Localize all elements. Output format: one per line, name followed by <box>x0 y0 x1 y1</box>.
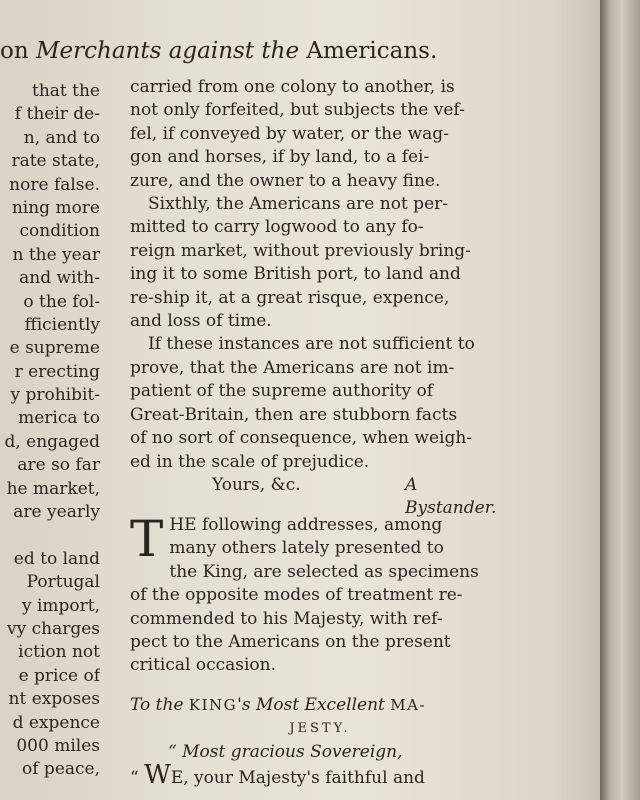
left-line: 000 miles <box>16 735 100 756</box>
left-line: iction not <box>18 642 100 663</box>
left-line: condition <box>19 221 100 242</box>
signature-closing: Yours, &c. <box>212 474 301 495</box>
left-column <box>0 80 100 782</box>
running-head: on Merchants against the Americans. <box>0 38 438 64</box>
left-line: are so far <box>17 455 100 476</box>
drop-cap: T <box>130 509 164 568</box>
left-line: d expence <box>12 712 100 733</box>
left-line: o the fol- <box>23 291 100 312</box>
paragraph-logwood: Sixthly, the Americans are not per- mitted to carry logwood to any fo- reign market, without previously bring- ing it to some British port, to land and re-ship it, at a great risque, expence, and loss of time. <box>130 194 471 332</box>
left-line: d, engaged <box>4 431 100 452</box>
left-line: that the <box>32 81 100 101</box>
left-line: of peace, <box>22 759 100 780</box>
signature-name: A Bystander. <box>405 474 497 519</box>
left-line: e supreme <box>9 338 100 359</box>
right-column <box>130 76 510 790</box>
left-line: vy charges <box>6 618 100 639</box>
left-line: n the year <box>12 244 100 265</box>
left-line: merica to <box>18 408 100 429</box>
left-line: r erecting <box>14 361 100 382</box>
left-line: n, and to <box>23 127 100 148</box>
left-line: ning more <box>11 197 100 218</box>
left-line: y import, <box>21 595 100 616</box>
left-line: rate state, <box>11 151 100 172</box>
book-gutter <box>600 0 640 800</box>
paragraph-conclusion: If these instances are not sufficient to prove, that the Americans are not im- patient of the supreme authority of Great-Britain, then are stubborn facts of no sort of consequence, when weigh- ed in the scale of prejudice. <box>130 334 475 472</box>
left-line: nt exposes <box>8 689 100 710</box>
address-opening-line: “ WE, your Majesty's faithful and <box>130 759 425 790</box>
left-line: he market, <box>6 478 100 499</box>
salutation: “ Most gracious Sovereign, <box>168 741 403 762</box>
paragraph-colony-goods: carried from one colony to another, is not only forfeited, but subjects the vef- fel, if conveyed by water, or the wag- gon and horses, if by land, to a fei- zure, and the owner to a heavy fine. <box>130 77 465 191</box>
left-line: fficiently <box>24 314 100 335</box>
paragraph-addresses: T HE following addresses, among many others lately presented to the King, are selected as specimens of the opposite modes of treatment re- commended to his Majesty, with ref- pect to the Americans on the present critical occasion. <box>130 509 479 676</box>
left-line: f their de- <box>14 104 100 125</box>
left-line: y prohibit- <box>10 385 100 406</box>
left-line: nore false. <box>9 174 100 195</box>
left-line: ed to land <box>13 548 100 569</box>
left-line: Portugal <box>26 572 100 593</box>
signature-line <box>130 474 510 519</box>
address-heading: To the KING's Most Excellent MA- JESTY. “ Most gracious Sovereign, “ WE, your Majesty's faithful and <box>130 694 510 791</box>
left-line: are yearly <box>13 502 100 523</box>
left-line: and with- <box>19 268 100 289</box>
left-line <box>0 524 100 547</box>
left-line: e price of <box>18 665 100 686</box>
